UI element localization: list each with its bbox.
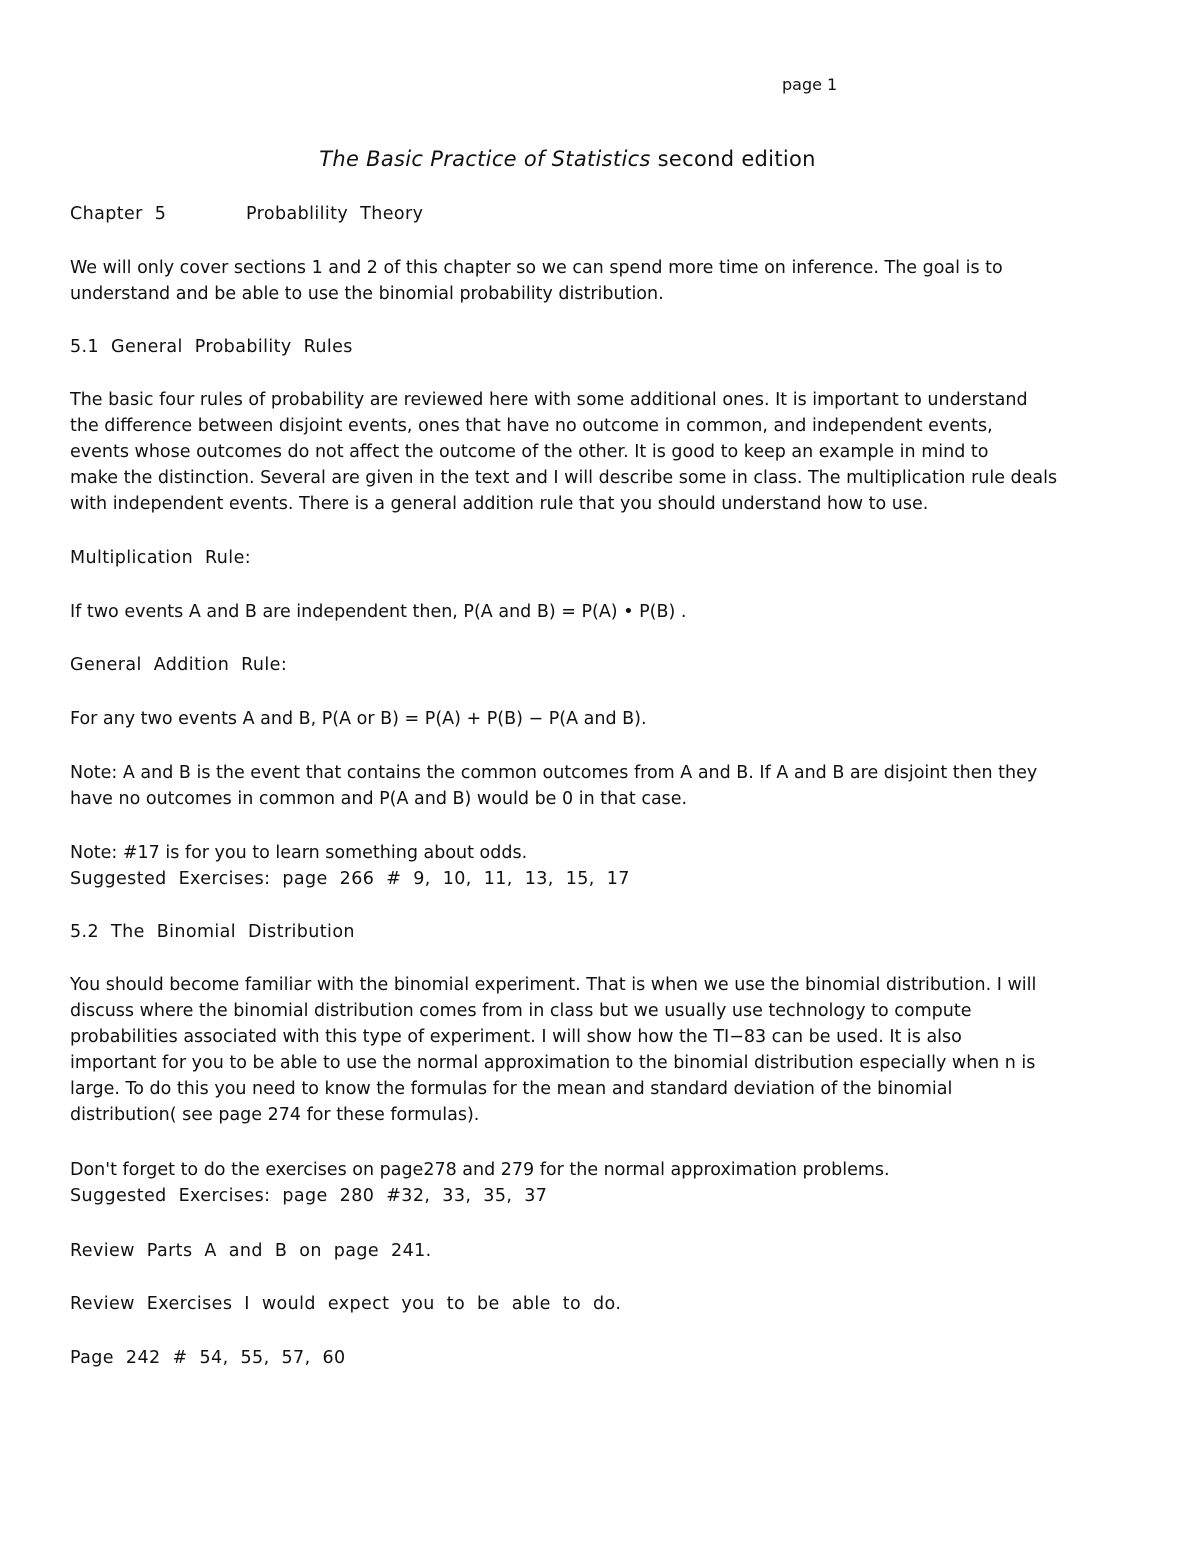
section-5-2-line: You should become familiar with the binomial experiment. That is when we use the binomial distribution. I will (70, 975, 1037, 995)
section-5-1-heading: 5.1 General Probability Rules (70, 337, 353, 357)
addition-rule-heading: General Addition Rule: (70, 655, 288, 675)
section-5-1-line: events whose outcomes do not affect the outcome of the other. It is good to keep an example in mind to (70, 442, 989, 462)
section-5-1-line: make the distinction. Several are given in the text and I will describe some in class. The multiplication rule deals (70, 468, 1058, 488)
section-5-2-heading: 5.2 The Binomial Distribution (70, 922, 355, 942)
chapter-heading (70, 203, 423, 225)
suggested-exercises-5-2: Suggested Exercises: page 280 #32, 33, 35, 37 (70, 1186, 548, 1206)
section-5-1-line: the difference between disjoint events, ones that have no outcome in common, and independent events, (70, 416, 993, 436)
intro-line: understand and be able to use the binomial probability distribution. (70, 284, 664, 304)
document-title (0, 146, 1135, 172)
section-5-2-line: distribution( see page 274 for these formulas). (70, 1105, 480, 1125)
section-5-2-line: probabilities associated with this type of experiment. I will show how the TI−83 can be used. It is also (70, 1027, 962, 1047)
chapter-label: Chapter 5 (70, 204, 167, 224)
section-5-2-line: discuss where the binomial distribution comes from in class but we usually use technology to compute (70, 1001, 972, 1021)
edition-label: second edition (650, 147, 816, 171)
odds-note: Note: #17 is for you to learn something about odds. (70, 843, 528, 863)
section-5-1-line: The basic four rules of probability are reviewed here with some additional ones. It is important to understand (70, 390, 1028, 410)
review-exercises: Review Exercises I would expect you to be able to do. (70, 1294, 622, 1314)
section-5-2-line: large. To do this you need to know the formulas for the mean and standard deviation of the binomial (70, 1079, 953, 1099)
note-line: have no outcomes in common and P(A and B) would be 0 in that case. (70, 789, 688, 809)
section-5-1-line: with independent events. There is a general addition rule that you should understand how to use. (70, 494, 929, 514)
chapter-title: Probablility Theory (246, 204, 424, 224)
section-5-2-line: important for you to be able to use the normal approximation to the binomial distribution especially when n is (70, 1053, 1036, 1073)
page-number: page 1 (782, 75, 838, 94)
review-pages: Page 242 # 54, 55, 57, 60 (70, 1348, 346, 1368)
addition-rule-formula: For any two events A and B, P(A or B) = P(A) + P(B) − P(A and B). (70, 709, 647, 729)
book-title: The Basic Practice of Statistics (319, 147, 651, 171)
note-line: Note: A and B is the event that contains the common outcomes from A and B. If A and B are disjoint then they (70, 763, 1038, 783)
suggested-exercises-5-1: Suggested Exercises: page 266 # 9, 10, 11, 13, 15, 17 (70, 869, 630, 889)
intro-line: We will only cover sections 1 and 2 of this chapter so we can spend more time on inference. The goal is to (70, 258, 1003, 278)
normal-approximation-note: Don't forget to do the exercises on page278 and 279 for the normal approximation problems. (70, 1160, 890, 1180)
multiplication-rule-formula: If two events A and B are independent then, P(A and B) = P(A) • P(B) . (70, 602, 687, 622)
multiplication-rule-heading: Multiplication Rule: (70, 548, 252, 568)
review-parts: Review Parts A and B on page 241. (70, 1241, 432, 1261)
